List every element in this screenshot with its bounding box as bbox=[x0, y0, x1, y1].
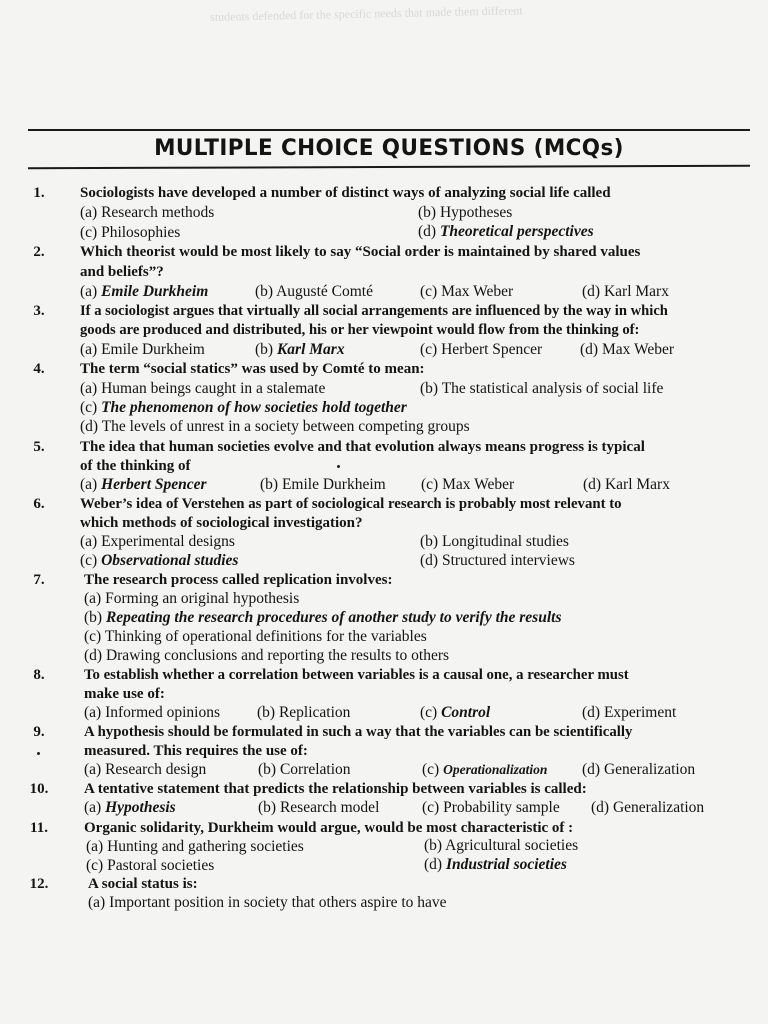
option-text: Hunting and gathering societies bbox=[107, 838, 304, 855]
option-label: (a) bbox=[80, 283, 98, 300]
question-number-row bbox=[0, 183, 768, 203]
option bbox=[420, 282, 513, 302]
option-text: Pastoral societies bbox=[107, 857, 215, 874]
option-label: (d) bbox=[80, 418, 99, 435]
option bbox=[84, 760, 206, 780]
option-answer bbox=[424, 855, 567, 875]
question-number-row bbox=[0, 570, 768, 590]
question-number: 1. bbox=[33, 185, 45, 201]
option-label: (a) bbox=[88, 894, 106, 911]
option-text: Research methods bbox=[101, 204, 215, 221]
question-number-row bbox=[0, 359, 768, 379]
option bbox=[580, 340, 674, 360]
option-text: Augusté Comté bbox=[276, 283, 373, 300]
option-text: Karl Marx bbox=[603, 283, 669, 300]
question-stem: Sociologists have developed a number of distinct ways of analyzing social life called bbox=[80, 185, 611, 201]
option-text: Operationalization bbox=[443, 762, 548, 777]
option-label: (a) bbox=[80, 533, 98, 550]
option bbox=[255, 282, 373, 302]
option-text: Research design bbox=[105, 761, 207, 778]
option bbox=[80, 340, 205, 360]
option-text: Max Weber bbox=[601, 341, 675, 358]
option bbox=[84, 703, 220, 723]
option bbox=[583, 475, 670, 495]
option-label: (d) bbox=[582, 283, 601, 300]
top-rule bbox=[28, 129, 750, 131]
faint-header-text: students defended for the specific needs that made them different bbox=[209, 3, 523, 24]
question-stem: Which theorist would be most likely to say “Social order is maintained by shared values bbox=[80, 244, 641, 260]
option-text: Longitudinal studies bbox=[441, 533, 569, 550]
option-label: (c) bbox=[80, 224, 98, 241]
question-stem: measured. This requires the use of: bbox=[84, 743, 308, 759]
option-label: (a) bbox=[80, 380, 98, 397]
option-label: (a) bbox=[84, 704, 102, 721]
option bbox=[86, 856, 214, 876]
option-label: (d) bbox=[424, 856, 443, 873]
option-label: (a) bbox=[80, 341, 98, 358]
option-label: (a) bbox=[80, 204, 98, 221]
option bbox=[258, 760, 351, 780]
option-text: Research model bbox=[279, 799, 380, 816]
question-number-row bbox=[0, 494, 768, 514]
option-text: Philosophies bbox=[101, 224, 181, 241]
question-number: 9. bbox=[33, 724, 45, 740]
option-answer bbox=[80, 551, 238, 571]
option-text: Experimental designs bbox=[101, 533, 235, 550]
question-number: 8. bbox=[33, 667, 45, 683]
option bbox=[84, 589, 299, 609]
option-label: (a) bbox=[86, 838, 104, 855]
option bbox=[420, 379, 663, 399]
option-text: Herbert Spencer bbox=[441, 341, 543, 358]
option-text: Generalization bbox=[612, 799, 705, 816]
question-stem: of the thinking of bbox=[80, 458, 191, 474]
question-number-row bbox=[0, 874, 768, 894]
option bbox=[422, 798, 560, 818]
option-label: (b) bbox=[257, 704, 276, 721]
question-number: 7. bbox=[33, 572, 45, 588]
option-label: (d) bbox=[591, 799, 610, 816]
option-answer bbox=[84, 798, 176, 818]
question-number-row bbox=[0, 779, 768, 799]
option-answer bbox=[80, 475, 207, 495]
option-label: (d) bbox=[583, 476, 602, 493]
option-text: Generalization bbox=[603, 761, 696, 778]
option-text: Hypothesis bbox=[105, 799, 176, 816]
question-stem-row bbox=[0, 684, 768, 704]
option bbox=[420, 340, 542, 360]
option-label: (b) bbox=[84, 609, 103, 626]
question-number: 10. bbox=[29, 781, 49, 797]
option bbox=[84, 627, 427, 647]
option-label: (a) bbox=[84, 590, 102, 607]
question-stem: If a sociologist argues that virtually all social arrangements are influenced by the way in which bbox=[80, 303, 668, 319]
question-stem-row bbox=[0, 513, 768, 533]
question-number-row bbox=[0, 818, 768, 838]
option-text: Karl Marx bbox=[276, 341, 345, 358]
option-label: (a) bbox=[84, 761, 102, 778]
question-number-row bbox=[0, 665, 768, 685]
option-text: The statistical analysis of social life bbox=[441, 380, 664, 397]
question-stem-row bbox=[0, 741, 768, 761]
option-text: Emile Durkheim bbox=[101, 341, 205, 358]
option-label: (c) bbox=[86, 857, 104, 874]
option-label: (b) bbox=[424, 837, 443, 854]
option-answer bbox=[84, 608, 561, 628]
option-label: (c) bbox=[422, 761, 440, 778]
option-label: (c) bbox=[420, 704, 438, 721]
option-label: (d) bbox=[84, 647, 103, 664]
option-text: Repeating the research procedures of another study to verify the results bbox=[105, 609, 562, 626]
option-text: Control bbox=[441, 704, 491, 721]
option-text: Drawing conclusions and reporting the results to others bbox=[105, 647, 450, 664]
question-number-row bbox=[0, 242, 768, 262]
option-text: Experiment bbox=[603, 704, 677, 721]
option-label: (d) bbox=[582, 761, 601, 778]
option-label: (c) bbox=[80, 552, 98, 569]
option-label: (b) bbox=[260, 476, 279, 493]
question-stem-row bbox=[0, 320, 768, 340]
option bbox=[421, 475, 514, 495]
option bbox=[591, 798, 704, 818]
option-text: Observational studies bbox=[101, 552, 239, 569]
option-answer bbox=[255, 340, 345, 360]
option-text: Karl Marx bbox=[604, 476, 670, 493]
option-label: (c) bbox=[420, 283, 438, 300]
option-label: (b) bbox=[258, 799, 277, 816]
option bbox=[420, 532, 569, 552]
option-answer bbox=[80, 398, 407, 418]
option-label: (c) bbox=[421, 476, 439, 493]
question-stem: Organic solidarity, Durkheim would argue, would be most characteristic of : bbox=[84, 820, 574, 836]
option bbox=[80, 417, 470, 437]
option-text: Agricultural societies bbox=[445, 837, 579, 854]
speck bbox=[337, 465, 340, 468]
question-stem: To establish whether a correlation between variables is a causal one, a researcher must bbox=[84, 667, 629, 683]
question-number-row bbox=[0, 437, 768, 457]
option-label: (b) bbox=[418, 204, 437, 221]
question-number: 4. bbox=[33, 361, 45, 377]
option-text: Correlation bbox=[279, 761, 351, 778]
question-stem: The idea that human societies evolve and that evolution always means progress is typical bbox=[80, 439, 645, 455]
option bbox=[424, 836, 578, 856]
question-stem: Weber’s idea of Verstehen as part of sociological research is probably most relevant to bbox=[80, 496, 622, 512]
option bbox=[418, 203, 512, 223]
option-text: Probability sample bbox=[443, 799, 560, 816]
option-text: Hypotheses bbox=[439, 204, 513, 221]
option-text: Forming an original hypothesis bbox=[105, 590, 300, 607]
question-number: 6. bbox=[33, 496, 45, 512]
option-label: (d) bbox=[420, 552, 439, 569]
option bbox=[258, 798, 379, 818]
question-number: 12. bbox=[29, 876, 49, 892]
option bbox=[260, 475, 386, 495]
question-number: 11. bbox=[30, 820, 48, 836]
option-text: Herbert Spencer bbox=[101, 476, 207, 493]
page-title: MULTIPLE CHOICE QUESTIONS (MCQs) bbox=[154, 135, 624, 162]
question-stem: goods are produced and distributed, his or her viewpoint would flow from the thinking of: bbox=[80, 322, 640, 338]
question-stem: A hypothesis should be formulated in such a way that the variables can be scientifically bbox=[84, 724, 633, 740]
option-label: (c) bbox=[422, 799, 440, 816]
option bbox=[80, 379, 325, 399]
option-text: Max Weber bbox=[441, 283, 514, 300]
question-number: 3. bbox=[33, 303, 45, 319]
option bbox=[80, 223, 180, 243]
question-stem: which methods of sociological investigation? bbox=[80, 515, 363, 531]
option-label: (c) bbox=[80, 399, 98, 416]
option-label: (d) bbox=[582, 704, 601, 721]
option-label: (b) bbox=[255, 283, 274, 300]
option-text: Max Weber bbox=[442, 476, 515, 493]
option bbox=[420, 551, 575, 571]
option bbox=[582, 703, 676, 723]
option-answer bbox=[418, 222, 594, 242]
option-text: The levels of unrest in a society between competing groups bbox=[101, 418, 470, 435]
option-text: Replication bbox=[278, 704, 351, 721]
option bbox=[582, 282, 669, 302]
option bbox=[80, 203, 214, 223]
option bbox=[257, 703, 350, 723]
option bbox=[88, 893, 447, 913]
question-stem: A tentative statement that predicts the relationship between variables is called: bbox=[84, 781, 587, 797]
option-label: (d) bbox=[418, 223, 437, 240]
option bbox=[86, 837, 304, 857]
option bbox=[80, 532, 235, 552]
question-stem-row bbox=[0, 456, 768, 476]
option-text: Emile Durkheim bbox=[281, 476, 386, 493]
option-label: (b) bbox=[420, 533, 439, 550]
heading-block bbox=[28, 129, 750, 168]
option-text: The phenomenon of how societies hold together bbox=[101, 399, 407, 416]
question-stem: A social status is: bbox=[88, 876, 198, 892]
option-label: (c) bbox=[420, 341, 438, 358]
option-answer bbox=[420, 703, 490, 723]
option-label: (d) bbox=[580, 341, 599, 358]
question-number: 5. bbox=[33, 439, 45, 455]
option bbox=[84, 646, 449, 666]
option-text: Emile Durkheim bbox=[101, 283, 209, 300]
question-number-row bbox=[0, 722, 768, 742]
option-text: Theoretical perspectives bbox=[439, 223, 594, 240]
option-text: Thinking of operational definitions for the variables bbox=[104, 628, 427, 645]
option-label: (a) bbox=[80, 476, 98, 493]
question-stem: The term “social statics” was used by Comté to mean: bbox=[80, 361, 425, 377]
option-label: (c) bbox=[84, 628, 102, 645]
question-stem-row bbox=[0, 262, 768, 282]
question-stem: make use of: bbox=[84, 686, 165, 702]
question-stem: and beliefs”? bbox=[80, 264, 164, 280]
option bbox=[582, 760, 695, 780]
option-text: Human beings caught in a stalemate bbox=[101, 380, 326, 397]
option-text: Industrial societies bbox=[445, 856, 567, 873]
question-number: 2. bbox=[33, 244, 45, 260]
option-label: (a) bbox=[84, 799, 102, 816]
option-answer-row bbox=[422, 760, 547, 780]
option-text: Important position in society that others aspire to have bbox=[109, 894, 447, 911]
option-text: Structured interviews bbox=[441, 552, 575, 569]
question-stem: The research process called replication involves: bbox=[84, 572, 393, 588]
bottom-rule bbox=[28, 165, 750, 170]
question-number-row bbox=[0, 301, 768, 321]
option-label: (b) bbox=[258, 761, 277, 778]
option-label: (b) bbox=[255, 341, 274, 358]
option-text: Informed opinions bbox=[105, 704, 221, 721]
option-label: (b) bbox=[420, 380, 439, 397]
option-answer bbox=[80, 282, 208, 302]
